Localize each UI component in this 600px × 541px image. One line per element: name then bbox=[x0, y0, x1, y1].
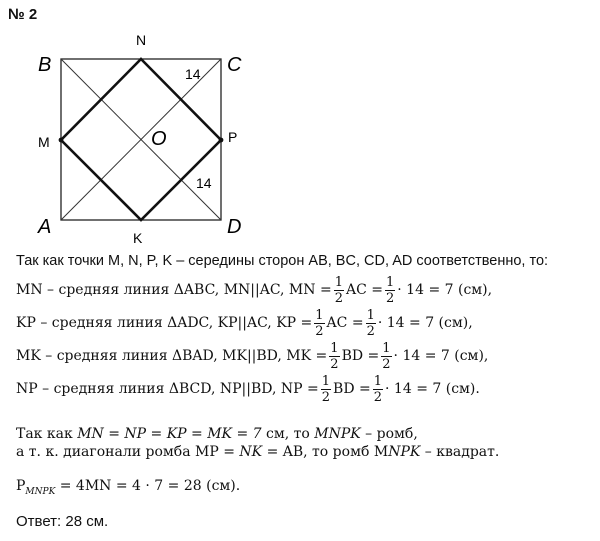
equation-kp bbox=[16, 308, 473, 338]
answer: Ответ: 28 см. bbox=[16, 513, 109, 530]
conclusion-square: а т. к. диагонали ромба MP = NK = AB, то ромб MNPK – квадрат. bbox=[16, 444, 500, 460]
fraction-half: $\frac{1}{2}$ bbox=[330, 340, 339, 372]
point-m bbox=[59, 138, 64, 143]
eq-text: KP – средняя линия ΔADC, KP||AC, KP = bbox=[16, 315, 313, 331]
segment-label-ac: 14 bbox=[185, 66, 201, 82]
equation-mk bbox=[16, 341, 488, 371]
fraction-half: $\frac{1}{2}$ bbox=[386, 274, 395, 306]
conclusion-rhombus: Так как MN = NP = KP = MK = 7 см, то MNPK – ромб, bbox=[16, 426, 418, 442]
label-k: K bbox=[133, 230, 143, 246]
eq-text: AC = bbox=[326, 315, 364, 331]
label-b: B bbox=[38, 54, 52, 76]
eq-text: MN – средняя линия ΔABC, MN||AC, MN = bbox=[16, 282, 332, 298]
fraction-half: $\frac{1}{2}$ bbox=[321, 373, 331, 405]
eq-text: · 14 = 7 (см), bbox=[397, 282, 493, 298]
equation-np bbox=[16, 374, 480, 404]
eq-text: NP – средняя линия ΔBCD, NP||BD, NP = bbox=[16, 381, 319, 397]
label-p: P bbox=[228, 129, 238, 145]
label-c: C bbox=[227, 54, 242, 76]
geometry-figure bbox=[0, 0, 600, 250]
eq-text: AC = bbox=[345, 282, 383, 298]
solution-intro: Так как точки M, N, P, K – середины сторон AB, BC, CD, AD соответственно, то: bbox=[16, 253, 549, 269]
fraction-half: $\frac{1}{2}$ bbox=[373, 373, 383, 405]
fraction-half: $\frac{1}{2}$ bbox=[366, 307, 375, 339]
eq-text: BD = bbox=[341, 348, 380, 364]
label-o: O bbox=[151, 128, 167, 150]
problem-number: № 2 bbox=[8, 6, 38, 23]
label-d: D bbox=[227, 216, 242, 238]
perimeter-formula: $P_{MNPK} = 4MN = 4 \cdot 7 = 28$ (см). bbox=[16, 478, 241, 497]
fraction-half: $\frac{1}{2}$ bbox=[334, 274, 343, 306]
label-n: N bbox=[136, 32, 147, 48]
label-m: M bbox=[38, 134, 50, 150]
eq-text: MK – средняя линия ΔBAD, MK||BD, MK = bbox=[16, 348, 328, 364]
fraction-half: $\frac{1}{2}$ bbox=[315, 307, 324, 339]
equation-mn bbox=[16, 275, 492, 305]
label-a: A bbox=[38, 216, 52, 238]
eq-text: BD = bbox=[333, 381, 371, 397]
fraction-half: $\frac{1}{2}$ bbox=[382, 340, 391, 372]
eq-text: · 14 = 7 (см). bbox=[385, 381, 480, 397]
segment-label-bd: 14 bbox=[196, 175, 212, 191]
eq-text: · 14 = 7 (см), bbox=[377, 315, 473, 331]
point-p bbox=[219, 138, 224, 143]
eq-text: · 14 = 7 (см), bbox=[393, 348, 489, 364]
